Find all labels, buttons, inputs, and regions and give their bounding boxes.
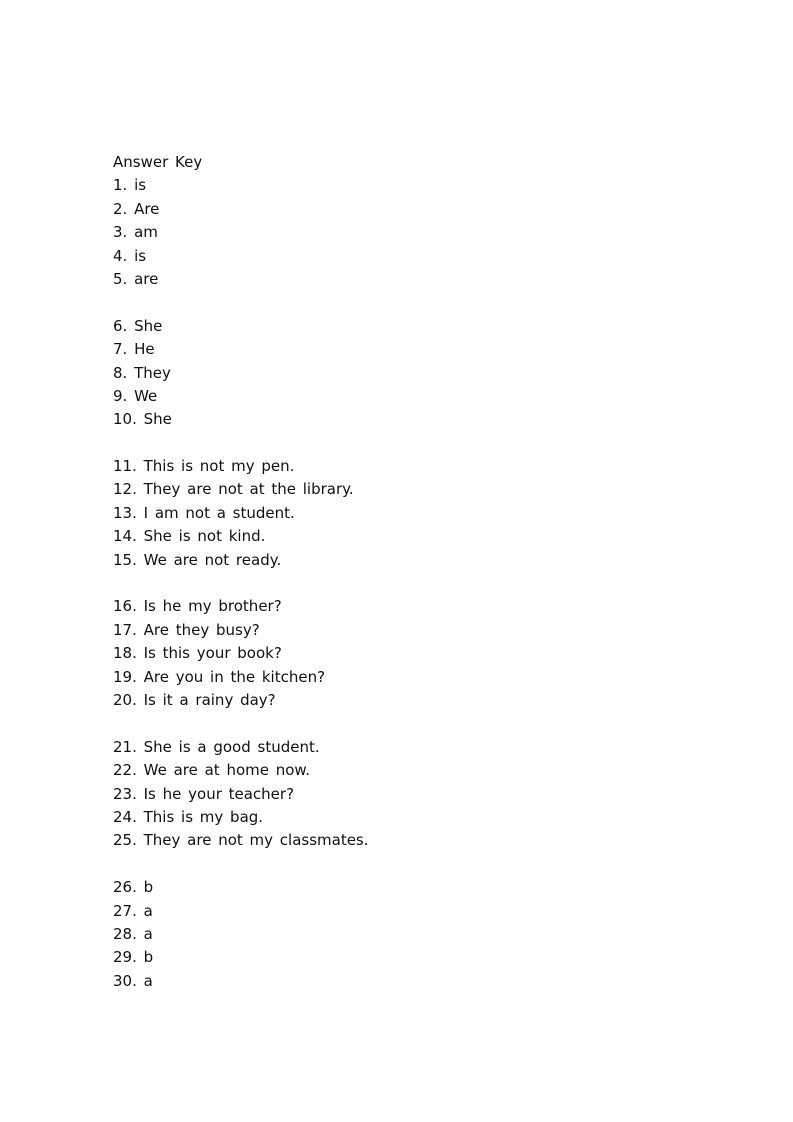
- answer-line: 2. Are: [113, 199, 160, 218]
- answer-line: 6. She: [113, 316, 163, 335]
- answer-line: 3. am: [113, 223, 158, 242]
- answer-line: 28. a: [113, 924, 153, 943]
- answer-line: 8. They: [113, 363, 171, 382]
- page-title: Answer Key: [113, 153, 203, 171]
- answer-line: 16. Is he my brother?: [113, 597, 282, 616]
- answer-line: 4. is: [113, 246, 147, 265]
- answer-line: 30. a: [113, 971, 153, 990]
- answer-group-6: [113, 876, 713, 993]
- answer-group-4: [113, 595, 713, 712]
- answer-line: 25. They are not my classmates.: [113, 831, 369, 850]
- answer-line: 17. Are they busy?: [113, 620, 260, 639]
- answer-line: 12. They are not at the library.: [113, 480, 354, 499]
- answer-line: 14. She is not kind.: [113, 527, 266, 546]
- answer-line: 15. We are not ready.: [113, 550, 282, 569]
- answer-line: 23. Is he your teacher?: [113, 784, 295, 803]
- answer-line: 22. We are at home now.: [113, 761, 311, 780]
- answer-group-2: [113, 315, 713, 432]
- answer-line: 26. b: [113, 878, 154, 897]
- answer-line: 13. I am not a student.: [113, 503, 295, 522]
- answer-line: 18. Is this your book?: [113, 644, 282, 663]
- answer-line: 11. This is not my pen.: [113, 457, 295, 476]
- answer-group-3: [113, 455, 713, 572]
- answer-line: 21. She is a good student.: [113, 737, 320, 756]
- answer-line: 29. b: [113, 948, 154, 967]
- answer-group-1: [113, 174, 713, 291]
- answer-line: 5. are: [113, 269, 159, 288]
- answer-line: 27. a: [113, 901, 153, 920]
- answer-line: 1. is: [113, 176, 147, 195]
- answer-key-content: [113, 151, 713, 993]
- answer-line: 24. This is my bag.: [113, 807, 264, 826]
- answer-line: 10. She: [113, 410, 172, 429]
- answer-line: 19. Are you in the kitchen?: [113, 667, 326, 686]
- answer-line: 9. We: [113, 386, 158, 405]
- answer-group-5: [113, 736, 713, 853]
- answer-line: 7. He: [113, 340, 155, 359]
- answer-line: 20. Is it a rainy day?: [113, 690, 276, 709]
